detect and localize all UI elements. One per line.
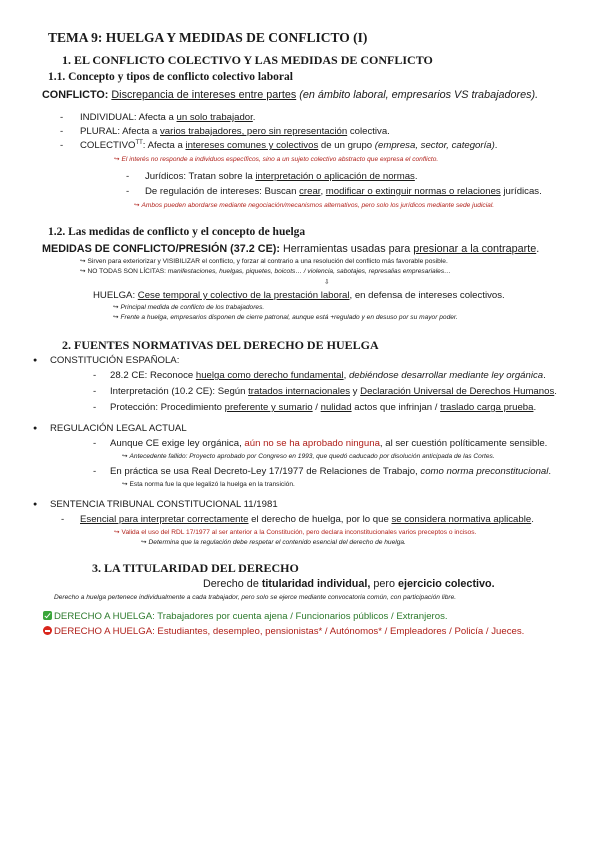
colectivo-sup: TT bbox=[135, 140, 143, 146]
note-huelga-1 bbox=[113, 303, 264, 311]
colectivo-mid: : Afecta a bbox=[142, 140, 186, 152]
list-item-stc bbox=[80, 514, 534, 525]
punct: . bbox=[494, 140, 498, 152]
list-item-rdl bbox=[110, 466, 551, 477]
titularidad-line bbox=[203, 578, 495, 590]
note-antecedente bbox=[122, 452, 495, 460]
dash-marker: - bbox=[93, 402, 97, 413]
colectivo-underlined: intereses comunes y colectivos bbox=[185, 140, 319, 152]
list-item-juridicos bbox=[145, 171, 418, 182]
conflicto-definition bbox=[42, 89, 538, 101]
ce3-mid: actos que infrinjan / bbox=[351, 402, 441, 413]
stc-underlined-2: se considera normativa aplicable bbox=[391, 514, 532, 525]
stc-label: SENTENCIA TRIBUNAL CONSTITUCIONAL 11/1981 bbox=[50, 499, 278, 510]
list-item-individual bbox=[80, 112, 255, 123]
punct: , bbox=[343, 370, 349, 381]
ce2-underlined-1: tratados internacionales bbox=[248, 386, 350, 397]
punct: . bbox=[531, 514, 534, 525]
plural-post: colectiva. bbox=[347, 126, 390, 137]
bullet-icon: ● bbox=[33, 425, 38, 432]
colectivo-italic: (empresa, sector, categoría) bbox=[374, 140, 495, 152]
huelga-post: , en defensa de intereses colectivos. bbox=[349, 290, 505, 301]
note-titularidad: Derecho a huelga pertenece individualmente a cada trabajador, pero solo se ejerce mediante convocatoria común, con participación libre. bbox=[54, 594, 457, 601]
medidas-definition bbox=[42, 243, 539, 255]
colectivo-mid2: de un grupo bbox=[318, 140, 375, 152]
ce3-label: Protección: Procedimiento bbox=[110, 402, 225, 413]
medidas-text: Herramientas usadas para bbox=[279, 243, 414, 255]
check-icon bbox=[43, 611, 52, 620]
subsection-1-2-heading: 1.2. Las medidas de conflicto y el concepto de huelga bbox=[48, 226, 306, 238]
note-text: Esta norma fue la que legalizó la huelga en la transición. bbox=[129, 481, 295, 488]
note-text: Sirven para exteriorizar y VISIBILIZAR el conflicto, y forzar al contrario a una resolución del conflicto más favorable posible. bbox=[87, 258, 448, 265]
derecho-si bbox=[43, 611, 448, 622]
arrow-icon: ↪ bbox=[141, 539, 147, 546]
dash-marker: - bbox=[93, 386, 97, 397]
dash-marker: - bbox=[93, 438, 97, 449]
punct: . bbox=[536, 243, 540, 255]
dash-marker: - bbox=[60, 126, 64, 137]
note-text: Principal medida de conflicto de los trabajadores. bbox=[120, 304, 265, 311]
no-entry-icon bbox=[43, 626, 52, 635]
list-item-ce-10 bbox=[110, 386, 557, 397]
individual-label: INDIVIDUAL: Afecta a bbox=[80, 112, 177, 123]
titularidad-bold-2: ejercicio colectivo. bbox=[398, 578, 495, 590]
arrow-icon: ↪ bbox=[134, 202, 140, 209]
huelga-definition bbox=[93, 290, 505, 301]
arrow-icon: ↪ bbox=[114, 156, 120, 163]
dash-marker: - bbox=[60, 140, 64, 151]
note-colectivo bbox=[114, 155, 438, 163]
plural-label: PLURAL: Afecta a bbox=[80, 126, 160, 137]
note-text: Determina que la regulación debe respetar el contenido esencial del derecho de huelga. bbox=[148, 539, 406, 546]
section-2-heading: 2. FUENTES NORMATIVAS DEL DERECHO DE HUELGA bbox=[62, 338, 379, 352]
arrow-icon: ↪ bbox=[113, 314, 119, 321]
derecho-si-text: DERECHO A HUELGA: Trabajadores por cuenta ajena / Funcionarios públicos / Extranjeros. bbox=[54, 611, 448, 622]
arrow-icon: ↪ bbox=[80, 258, 86, 265]
juridicos-underlined: interpretación o aplicación de normas bbox=[255, 171, 415, 182]
note-medidas-1 bbox=[80, 257, 448, 265]
list-item-regulacion bbox=[145, 186, 542, 197]
conflicto-text: Discrepancia de intereses entre partes bbox=[111, 89, 297, 101]
punct: . bbox=[252, 112, 256, 123]
derecho-no-text: DERECHO A HUELGA: Estudiantes, desempleo, pensionistas* / Autónomos* / Empleadores / Policía / Jueces. bbox=[54, 626, 525, 637]
reg1-red: aún no se ha aprobado ninguna bbox=[244, 438, 380, 449]
regulacion-post: jurídicas. bbox=[500, 186, 542, 197]
stc-underlined-1: Esencial para interpretar correctamente bbox=[80, 514, 249, 525]
conflicto-label: CONFLICTO: bbox=[42, 89, 109, 101]
punct: , bbox=[320, 186, 326, 197]
arrow-icon: ↪ bbox=[114, 529, 120, 536]
ce1-label: 28.2 CE: Reconoce bbox=[110, 370, 196, 381]
ce2-label: Interpretación (10.2 CE): Según bbox=[110, 386, 249, 397]
dash-marker: - bbox=[93, 466, 97, 477]
ce3-underlined-2: nulidad bbox=[320, 402, 352, 413]
conflicto-italic: (en ámbito laboral, empresarios VS trabajadores). bbox=[299, 89, 539, 101]
titularidad-pre: Derecho de bbox=[203, 578, 262, 590]
page-title: TEMA 9: HUELGA Y MEDIDAS DE CONFLICTO (I) bbox=[48, 30, 368, 45]
ce2-mid: y bbox=[350, 386, 361, 397]
note-stc-1 bbox=[114, 528, 476, 536]
colectivo-label: COLECTIVO bbox=[80, 140, 136, 152]
note-text: Antecedente fallido: Proyecto aprobado por Congreso en 1993, que quedó caducado por disolución anticipada de las Cortes. bbox=[129, 453, 495, 460]
reg1-post: , al ser cuestión políticamente sensible. bbox=[379, 438, 548, 449]
bullet-icon: ● bbox=[33, 501, 38, 508]
regulacion-label: De regulación de intereses: Buscan bbox=[145, 186, 300, 197]
punct: . bbox=[548, 466, 552, 477]
medidas-underlined: presionar a la contraparte bbox=[413, 243, 537, 255]
punct: . bbox=[554, 386, 557, 397]
reg1-label: Aunque CE exige ley orgánica, bbox=[110, 438, 245, 449]
juridicos-label: Jurídicos: Tratan sobre la bbox=[145, 171, 256, 182]
huelga-underlined: Cese temporal y colectivo de la prestación laboral bbox=[137, 290, 350, 301]
ce1-underlined: huelga como derecho fundamental bbox=[195, 370, 344, 381]
regulacion-underlined-1: crear bbox=[299, 186, 321, 197]
punct: . bbox=[543, 370, 546, 381]
dash-marker: - bbox=[126, 171, 130, 182]
ce-label: CONSTITUCIÓN ESPAÑOLA: bbox=[50, 355, 180, 366]
note-huelga-2 bbox=[113, 313, 458, 321]
note-label: NO TODAS SON LÍCITAS: bbox=[87, 268, 168, 275]
plural-underlined: varios trabajadores, pero sin representación bbox=[160, 126, 348, 137]
arrow-icon: ↪ bbox=[122, 481, 128, 488]
list-item-proteccion bbox=[110, 402, 536, 413]
note-stc-2 bbox=[141, 538, 406, 546]
ce3-underlined-3: traslado carga prueba bbox=[440, 402, 534, 413]
note-rdl bbox=[122, 480, 295, 488]
note-medidas-2 bbox=[80, 267, 451, 275]
medidas-label: MEDIDAS DE CONFLICTO/PRESIÓN (37.2 CE): bbox=[42, 243, 280, 255]
list-item-ce-28 bbox=[110, 370, 546, 381]
arrow-icon: ↪ bbox=[122, 453, 128, 460]
dash-marker: - bbox=[126, 186, 130, 197]
arrow-icon: ↪ bbox=[113, 304, 119, 311]
individual-underlined: un solo trabajador bbox=[176, 112, 253, 123]
regulacion-label: REGULACIÓN LEGAL ACTUAL bbox=[50, 423, 187, 434]
note-text: Valida el uso del RDL 17/1977 al ser anterior a la Constitución, pero declara inconstitucionales varios preceptos o incisos. bbox=[121, 529, 477, 536]
list-item-plural bbox=[80, 126, 390, 137]
note-text: Frente a huelga, empresarios disponen de cierre patronal, aunque está +regulado y en desuso por su mayor poder. bbox=[120, 314, 458, 321]
ce1-italic: debiéndose desarrollar mediante ley orgánica bbox=[348, 370, 544, 381]
list-item-colectivo bbox=[80, 140, 497, 151]
dash-marker: - bbox=[61, 514, 65, 525]
bullet-icon: ● bbox=[33, 357, 38, 364]
titularidad-bold-1: titularidad individual, bbox=[261, 578, 371, 590]
punct: . bbox=[414, 171, 418, 182]
reg2-italic: como norma preconstitucional bbox=[420, 466, 549, 477]
note-text: El interés no responde a individuos específicos, sino a un sujeto colectivo abstracto que expresa el conflicto. bbox=[121, 156, 439, 163]
dash-marker: - bbox=[93, 370, 97, 381]
stc-mid: el derecho de huelga, por lo que bbox=[248, 514, 392, 525]
punct: . bbox=[533, 402, 537, 413]
subsection-1-1-heading: 1.1. Concepto y tipos de conflicto colectivo laboral bbox=[48, 71, 293, 83]
separator: / bbox=[312, 402, 321, 413]
reg2-label: En práctica se usa Real Decreto-Ley 17/1977 de Relaciones de Trabajo, bbox=[110, 466, 421, 477]
derecho-no bbox=[43, 626, 524, 637]
down-arrow-icon: ⇩ bbox=[324, 279, 330, 286]
section-3-heading: 3. LA TITULARIDAD DEL DERECHO bbox=[92, 561, 299, 575]
note-italic: manifestaciones, huelgas, piquetes, boicots… / violencia, sabotajes, represalias empresariales… bbox=[167, 268, 451, 275]
huelga-label: HUELGA: bbox=[93, 290, 138, 301]
arrow-icon: ↪ bbox=[80, 268, 86, 275]
note-text: Ambos pueden abordarse mediante negociación/mecanismos alternativos, pero solo los jurídicos mediante sede judicial. bbox=[141, 202, 495, 209]
section-1-heading: 1. EL CONFLICTO COLECTIVO Y LAS MEDIDAS DE CONFLICTO bbox=[62, 53, 433, 67]
dash-marker: - bbox=[60, 112, 64, 123]
regulacion-underlined-2: modificar o extinguir normas o relaciones bbox=[325, 186, 501, 197]
list-item-ley-organica bbox=[110, 438, 547, 449]
note-regulacion bbox=[134, 201, 494, 209]
titularidad-mid: pero bbox=[370, 578, 399, 590]
ce2-underlined-2: Declaración Universal de Derechos Humanos bbox=[360, 386, 555, 397]
ce3-underlined-1: preferente y sumario bbox=[224, 402, 313, 413]
